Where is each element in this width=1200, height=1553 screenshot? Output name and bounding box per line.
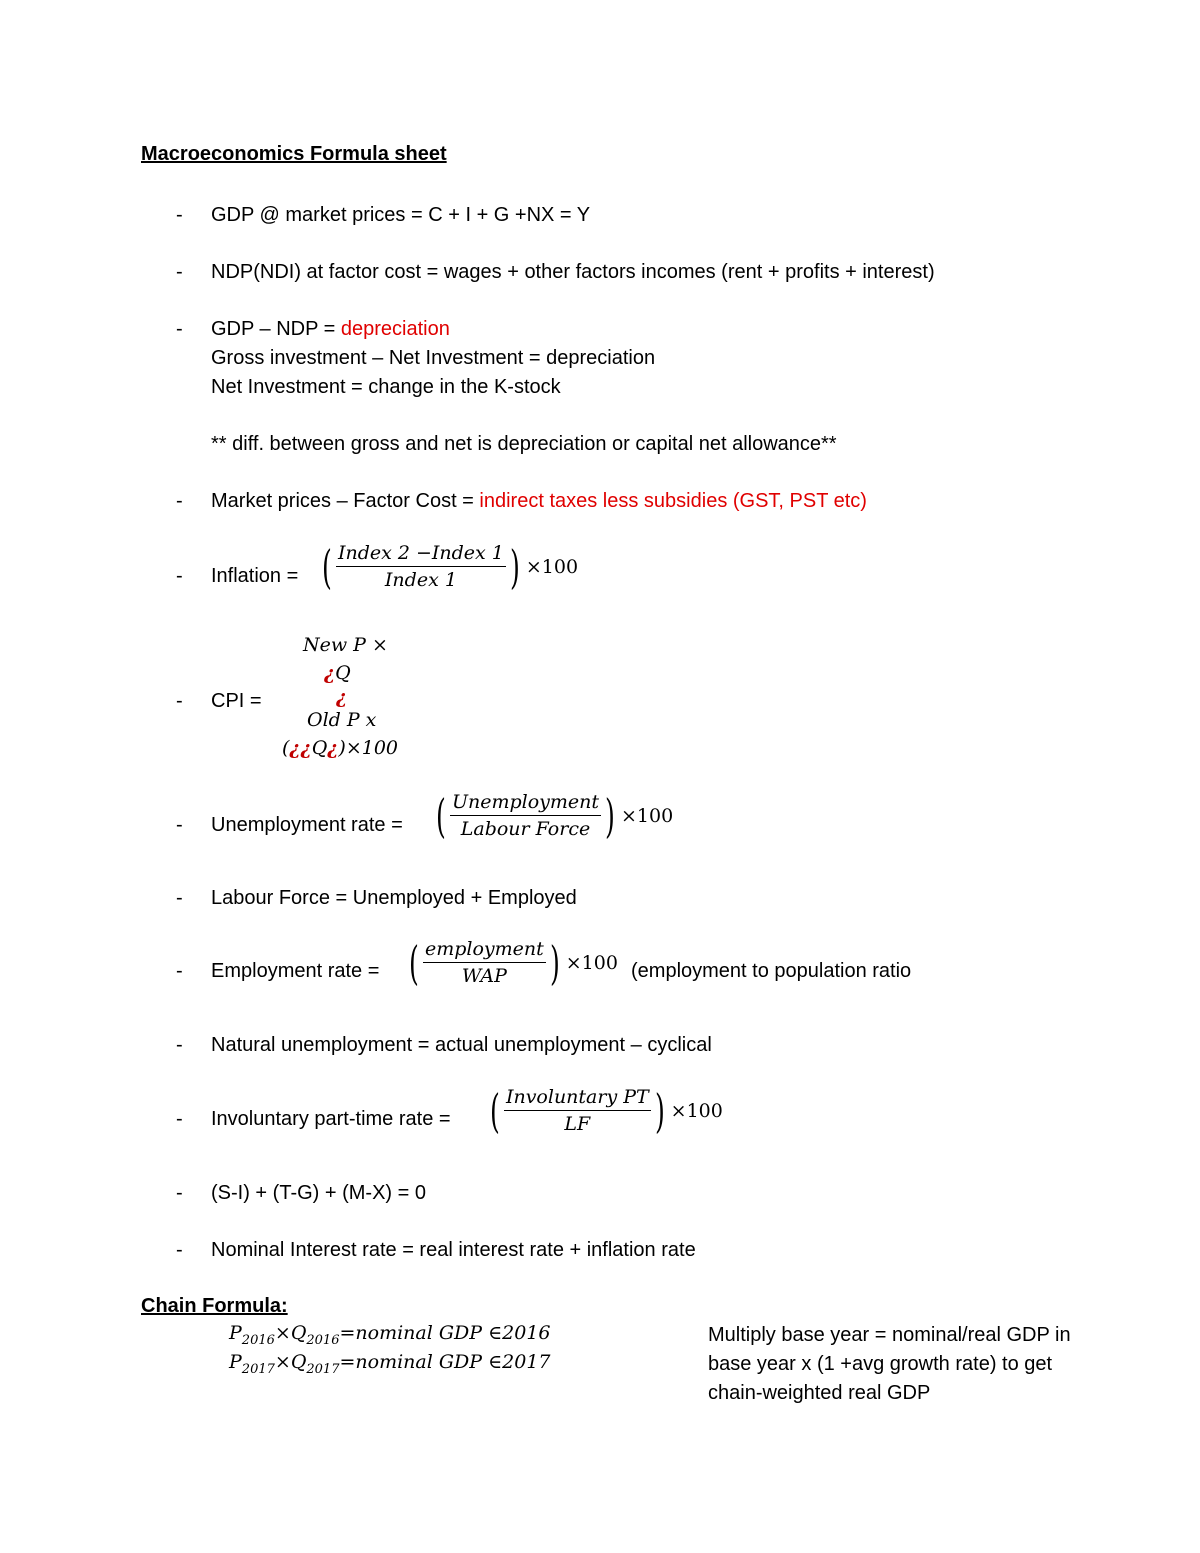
bullet-dash: -: [176, 204, 183, 226]
chain-q: Q: [290, 1322, 307, 1344]
bullet-dash: -: [176, 1034, 183, 1056]
involuntary-label: Involuntary part-time rate =: [211, 1108, 451, 1130]
bullet-dash: -: [176, 887, 183, 909]
chain-p-sub: 2016: [241, 1333, 275, 1348]
page-title: Macroeconomics Formula sheet: [141, 143, 447, 165]
bullet-dash: -: [176, 490, 183, 512]
employment-numerator: employment: [423, 937, 546, 963]
times-100: ×100: [565, 951, 618, 974]
involuntary-numerator: Involuntary PT: [504, 1085, 651, 1111]
close-paren: ): [509, 539, 520, 594]
formula-gdp-minus-ndp: [211, 317, 450, 341]
bullet-dash: -: [176, 318, 183, 340]
chain-times: ×: [274, 1322, 291, 1344]
cpi-line-2: [324, 662, 351, 684]
employment-note: (employment to population ratio: [631, 960, 912, 982]
cpi-times-100: )×100: [338, 737, 399, 759]
inflation-label: Inflation =: [211, 565, 299, 587]
cpi-q: Q: [335, 662, 351, 684]
unemployment-numerator: Unemployment: [450, 790, 601, 816]
formula-gdp-minus-ndp-text: GDP – NDP =: [211, 318, 341, 340]
formula-gross-investment: Gross investment – Net Investment = depreciation: [211, 347, 656, 369]
chain-p: P: [229, 1322, 242, 1344]
cpi-label: CPI =: [211, 690, 262, 712]
chain-q: Q: [290, 1351, 307, 1373]
cpi-line-5: [282, 737, 398, 759]
open-paren: (: [490, 1083, 500, 1138]
formula-natural-unemployment: Natural unemployment = actual unemployment – cyclical: [211, 1034, 712, 1056]
employment-label: Employment rate =: [211, 960, 380, 982]
chain-rest: =nominal GDP ∈2017: [339, 1351, 551, 1373]
note-diff: ** diff. between gross and net is depreciation or capital net allowance**: [211, 433, 837, 455]
bullet-dash: -: [176, 690, 183, 712]
chain-note-line-1: Multiply base year = nominal/real GDP in: [708, 1324, 1071, 1346]
bullet-dash: -: [176, 960, 183, 982]
chain-q-sub: 2017: [306, 1362, 340, 1377]
bullet-dash: -: [176, 1182, 183, 1204]
unemployment-fraction: [432, 790, 673, 841]
chain-rest: =nominal GDP ∈2016: [339, 1322, 551, 1344]
formula-net-investment: Net Investment = change in the K-stock: [211, 376, 561, 398]
chain-row-2016: [229, 1322, 551, 1348]
chain-times: ×: [274, 1351, 291, 1373]
open-paren: (: [409, 935, 419, 990]
chain-q-sub: 2016: [306, 1333, 340, 1348]
employment-fraction: [405, 937, 618, 988]
times-100: ×100: [670, 1099, 723, 1122]
cpi-missing-glyph: ¿¿: [289, 737, 312, 759]
unemployment-label: Unemployment rate =: [211, 814, 403, 836]
involuntary-fraction: [486, 1085, 723, 1136]
cpi-line-4: Old P x: [307, 709, 377, 731]
close-paren: ): [605, 788, 615, 843]
open-paren: (: [322, 539, 332, 594]
bullet-dash: -: [176, 814, 183, 836]
cpi-line-1: New P ×: [303, 634, 388, 656]
cpi-open-paren: (: [282, 737, 290, 759]
bullet-dash: -: [176, 261, 183, 283]
bullet-dash: -: [176, 1108, 183, 1130]
chain-heading: Chain Formula:: [141, 1295, 288, 1317]
formula-identity: (S-I) + (T-G) + (M-X) = 0: [211, 1182, 427, 1204]
chain-note-line-2: base year x (1 +avg growth rate) to get: [708, 1353, 1053, 1375]
chain-p-sub: 2017: [241, 1362, 275, 1377]
formula-labour-force: Labour Force = Unemployed + Employed: [211, 887, 577, 909]
formula-gdp: GDP @ market prices = C + I + G +NX = Y: [211, 204, 591, 226]
close-paren: ): [549, 935, 560, 990]
formula-market-prices: [211, 489, 867, 513]
chain-p: P: [229, 1351, 242, 1373]
involuntary-denominator: LF: [564, 1113, 591, 1135]
formula-market-prices-text: Market prices – Factor Cost =: [211, 490, 480, 512]
cpi-missing-glyph: ¿: [327, 737, 339, 759]
cpi-q: Q: [311, 737, 328, 759]
chain-row-2017: [229, 1351, 551, 1377]
times-100: ×100: [620, 804, 674, 827]
formula-nominal-interest: Nominal Interest rate = real interest rate + inflation rate: [211, 1239, 696, 1261]
unemployment-denominator: Labour Force: [460, 818, 591, 840]
highlight-indirect-taxes: indirect taxes less subsidies (GST, PST etc): [479, 490, 867, 512]
cpi-line-3: [336, 686, 347, 708]
employment-denominator: WAP: [461, 965, 507, 987]
cpi-missing-glyph: ¿: [324, 662, 336, 684]
inflation-fraction: [318, 541, 578, 592]
inflation-numerator: Index 2 −Index 1: [336, 541, 506, 567]
bullet-dash: -: [176, 1239, 183, 1261]
bullet-dash: -: [176, 565, 183, 587]
highlight-depreciation: depreciation: [340, 318, 450, 340]
open-paren: (: [436, 788, 446, 843]
inflation-denominator: Index 1: [384, 569, 457, 591]
chain-note-line-3: chain-weighted real GDP: [708, 1382, 931, 1404]
cpi-missing-glyph: ¿: [336, 686, 348, 708]
times-100: ×100: [525, 555, 579, 578]
formula-ndp: NDP(NDI) at factor cost = wages + other factors incomes (rent + profits + interest): [211, 261, 935, 283]
close-paren: ): [654, 1083, 665, 1138]
